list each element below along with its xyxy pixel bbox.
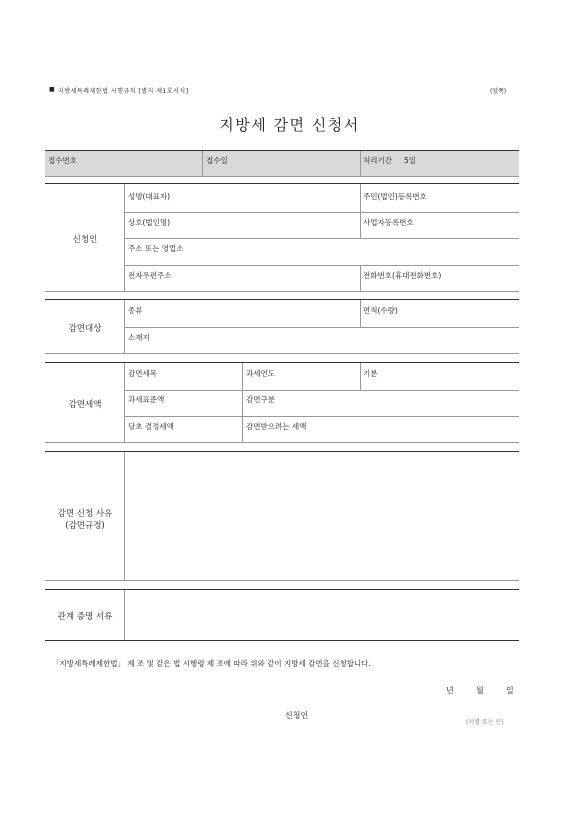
tax-year-field[interactable]: 과세연도 [246, 369, 275, 378]
divider [45, 442, 519, 443]
receipt-date-label: 접수일 [206, 156, 228, 165]
divider [124, 327, 519, 328]
divider [360, 363, 361, 390]
reason-section-label: 감면 신청 사유 [57, 509, 113, 519]
type-field[interactable]: 종류 [128, 306, 143, 315]
divider [124, 390, 519, 391]
divider [360, 184, 361, 238]
signature-field[interactable]: (서명 또는 인) [466, 719, 504, 726]
applicant-section-label: 신청인 [72, 235, 98, 245]
name-field[interactable]: 성명(대표자) [128, 192, 171, 201]
divider [45, 580, 519, 581]
requested-amount-field[interactable]: 감면받으려는 세액 [246, 422, 307, 431]
target-section-label: 감면대상 [68, 324, 102, 334]
email-field[interactable]: 전자우편주소 [128, 271, 172, 280]
page-title: 지방세 감면 신청서 [219, 116, 360, 134]
applicant-signature-label: 신청인 [285, 711, 309, 720]
tax-item-field[interactable]: 감면세목 [128, 369, 157, 378]
divider [45, 353, 519, 354]
divider [124, 265, 519, 266]
form-basis-text: 지방세특례제한법 시행규칙 [별지 제1호서식] [58, 88, 189, 95]
business-number-field[interactable]: 사업자등록번호 [363, 218, 414, 227]
month-label: 월 [476, 686, 484, 695]
area-field[interactable]: 면적(수량) [363, 306, 398, 315]
receipt-number-label: 접수번호 [48, 156, 77, 165]
reason-section-sublabel: (감면규정) [65, 521, 105, 531]
divider [45, 291, 519, 292]
phone-field[interactable]: 전화번호(휴대전화번호) [363, 271, 442, 280]
divider [202, 151, 203, 176]
divider [45, 150, 519, 151]
address-field[interactable]: 주소 또는 영업소 [128, 244, 184, 253]
divider [45, 640, 519, 641]
evidence-field[interactable] [125, 590, 519, 640]
original-tax-field[interactable]: 당초 결정세액 [128, 422, 174, 431]
location-field[interactable]: 소재지 [128, 333, 150, 342]
reduction-type-field[interactable]: 감면구분 [246, 395, 275, 404]
evidence-section-label: 관계 증명 서류 [57, 612, 113, 622]
tax-base-field[interactable]: 과세표준액 [128, 395, 165, 404]
divider [124, 212, 519, 213]
divider [45, 183, 519, 184]
divider [124, 416, 519, 417]
divider [124, 238, 519, 239]
processing-period-label: 처리기간 [363, 156, 392, 165]
receipt-box [45, 151, 519, 176]
divider [45, 299, 519, 300]
divider [45, 176, 519, 177]
processing-period-value: 5일 [404, 156, 417, 165]
form-bullet: ■ [49, 86, 55, 93]
divider [242, 363, 243, 442]
amount-section-label: 감면세액 [68, 400, 102, 410]
year-label: 년 [446, 686, 454, 695]
divider [360, 265, 361, 291]
divider [360, 300, 361, 327]
declaration-statement: 「지방세특례제한법」 제 조 및 같은 법 시행령 제 조에 따라 위와 같이 지방세 감면을 신청합니다. [52, 659, 371, 668]
period-field[interactable]: 기분 [363, 369, 378, 378]
page-side-text: (앞쪽) [490, 88, 507, 95]
resident-number-field[interactable]: 주민(법인)등록번호 [363, 192, 427, 201]
day-label: 일 [506, 686, 514, 695]
reason-textarea[interactable] [125, 452, 519, 580]
divider [360, 151, 361, 176]
divider [45, 362, 519, 363]
company-name-field[interactable]: 상호(법인명) [128, 218, 171, 227]
